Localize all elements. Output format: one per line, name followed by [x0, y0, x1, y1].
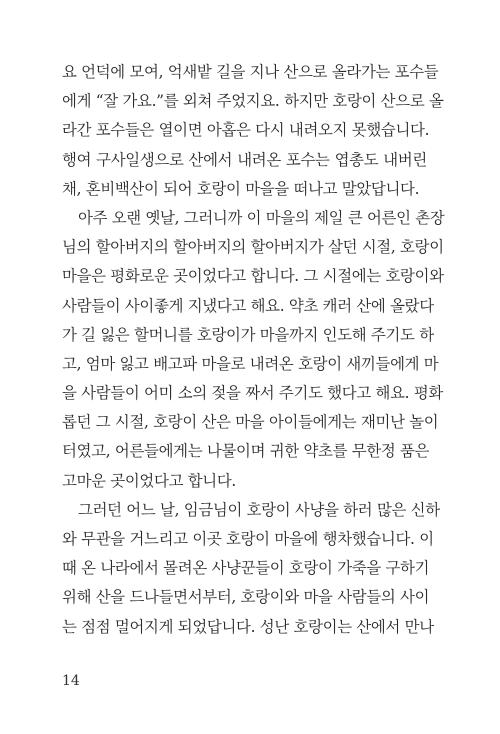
- text-line: 을 사람들이 어미 소의 젖을 짜서 주기도 했다고 해요. 평화: [62, 384, 443, 403]
- text-line: 고, 엄마 잃고 배고파 마을로 내려온 호랑이 새끼들에게 마: [62, 354, 439, 373]
- text-line: 채, 혼비백산이 되어 호랑이 마을을 떠나고 말았답니다.: [62, 179, 420, 198]
- text-line: 와 무관을 거느리고 이곳 호랑이 마을에 행차했습니다. 이: [62, 530, 434, 548]
- text-line: 롭던 그 시절, 호랑이 산은 마을 아이들에게는 재미난 놀이: [62, 413, 439, 432]
- text-line: 고마운 곳이었다고 합니다.: [62, 471, 237, 490]
- text-line: 에게 “잘 가요.”를 외쳐 주었지요. 하지만 호랑이 산으로 올: [62, 92, 444, 111]
- text-line: 가 길 잃은 할머니를 호랑이가 마을까지 인도해 주기도 하: [62, 325, 434, 344]
- text-line: 아주 오랜 옛날, 그러니까 이 마을의 제일 큰 어른인 촌장: [78, 208, 445, 227]
- text-line: 님의 할아버지의 할아버지의 할아버지가 살던 시절, 호랑이: [62, 238, 444, 257]
- text-line: 그러던 어느 날, 임금님이 호랑이 사냥을 하러 많은 신하: [78, 500, 440, 519]
- text-line: 라간 포수들은 열이면 아홉은 다시 내려오지 못했습니다.: [62, 121, 430, 140]
- page-number: 14: [62, 673, 80, 689]
- text-line: 사람들이 사이좋게 지냈다고 해요. 약초 캐러 산에 올랐다: [62, 296, 434, 315]
- body-text: [62, 58, 445, 642]
- text-line: 요 언덕에 모여, 억새밭 길을 지나 산으로 올라가는 포수들: [62, 63, 439, 81]
- text-line: 위해 산을 드나들면서부터, 호랑이와 마을 사람들의 사이: [62, 588, 430, 607]
- text-line: 때 온 나라에서 몰려온 사냥꾼들이 호랑이 가죽을 구하기: [62, 559, 430, 578]
- text-line: 는 점점 멀어지게 되었답니다. 성난 호랑이는 산에서 만나: [62, 617, 434, 636]
- text-line: 행여 구사일생으로 산에서 내려온 포수는 엽총도 내버린: [62, 150, 427, 169]
- text-line: 터였고, 어른들에게는 나물이며 귀한 약초를 무한정 품은: [62, 442, 430, 461]
- text-line: 마을은 평화로운 곳이었다고 합니다. 그 시절에는 호랑이와: [62, 267, 444, 286]
